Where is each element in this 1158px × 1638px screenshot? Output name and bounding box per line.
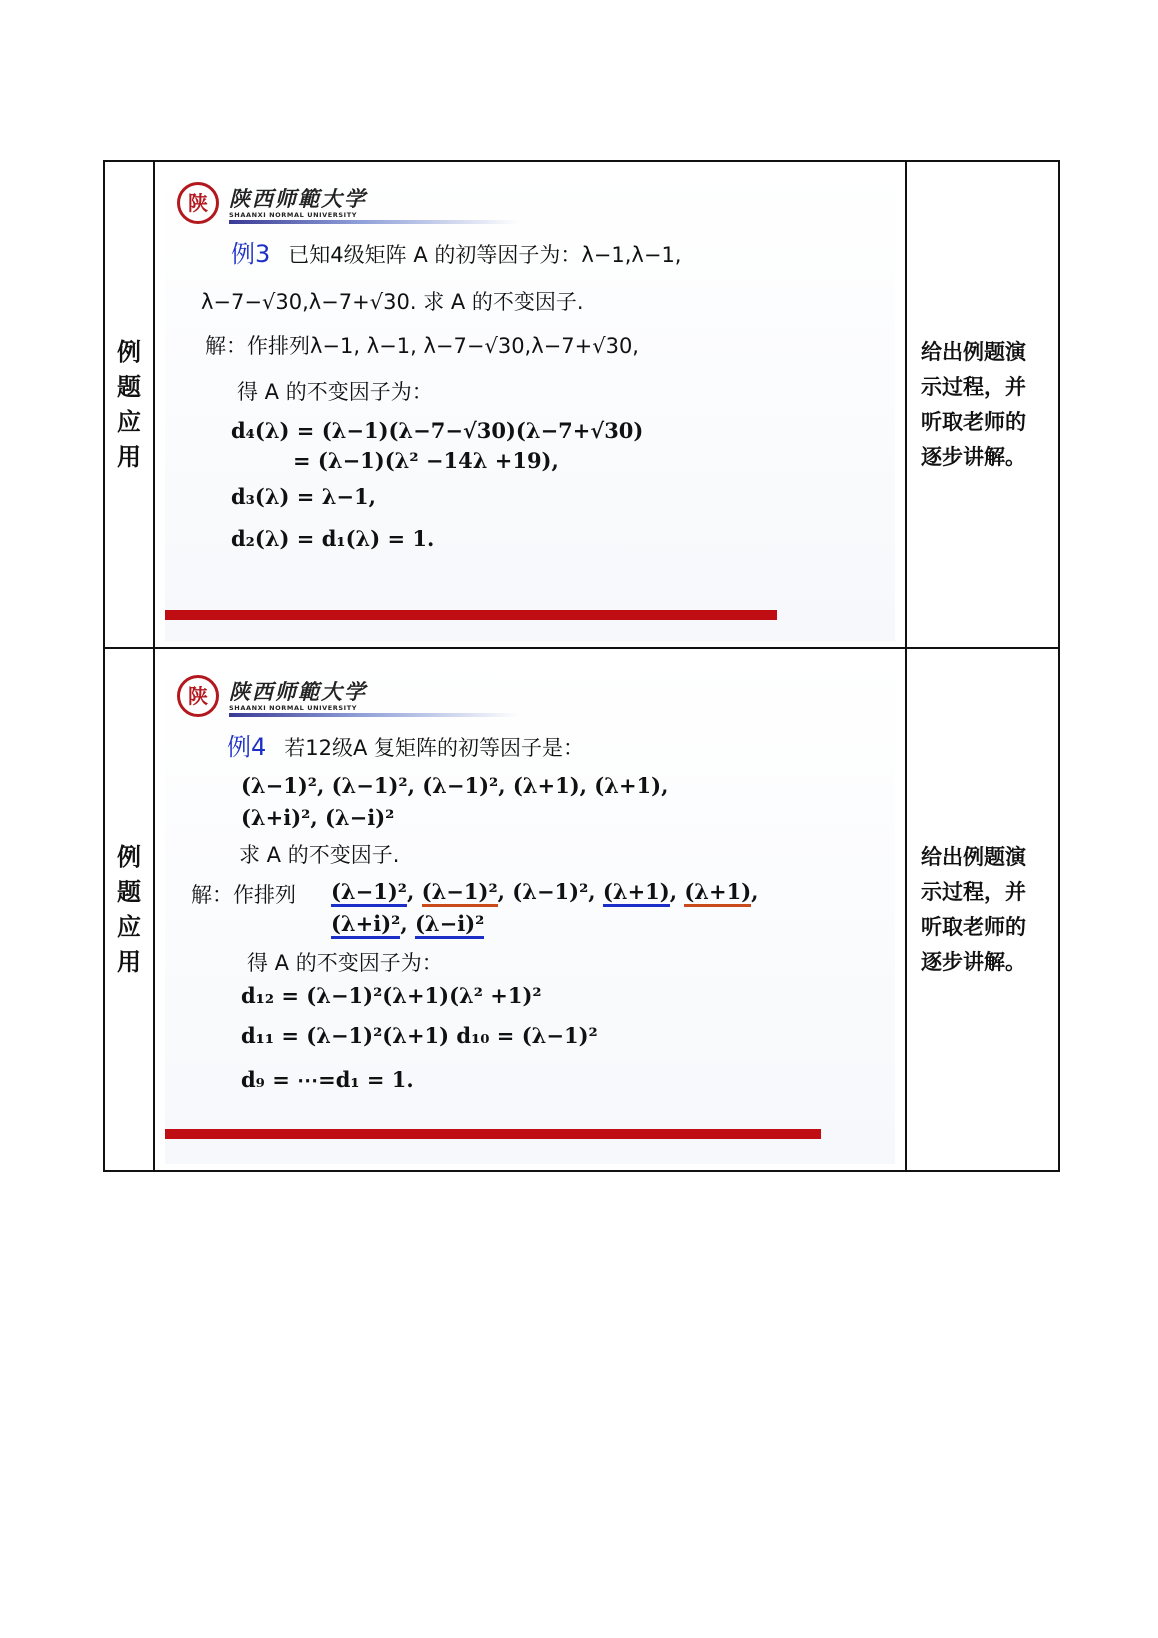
row-label-char: 题 [117, 372, 141, 401]
slide-cell [154, 648, 906, 1171]
row-label-char: 应 [117, 912, 141, 941]
note-line: 示过程，并 [921, 374, 1026, 399]
note-line: 逐步讲解。 [921, 444, 1026, 469]
row-label-cell [104, 648, 154, 1171]
note-line: 逐步讲解。 [921, 949, 1026, 974]
note-cell [906, 161, 1059, 648]
slide-cell [154, 161, 906, 648]
example-label: 例3 [231, 240, 271, 268]
row-label-char: 题 [117, 877, 141, 906]
formula: = (λ−1)(λ² −14λ +19), [293, 448, 559, 473]
problem-text: λ−7−√30,λ−7+√30. 求 A 的不变因子. [201, 290, 584, 314]
formula: d₉ = ⋯=d₁ = 1. [241, 1067, 414, 1092]
formula: d₁₂ = (λ−1)²(λ+1)(λ² +1)² [241, 983, 542, 1008]
slide-footer-bar [165, 1129, 821, 1139]
note-line: 给出例题演 [921, 844, 1026, 869]
note-line: 给出例题演 [921, 339, 1026, 364]
term: (λ−i)² [415, 911, 484, 939]
row-label-char: 例 [117, 842, 141, 871]
row-label-char: 例 [117, 337, 141, 366]
logo-bar [229, 220, 519, 224]
formula: (λ−1)², (λ−1)², (λ−1)², (λ+1), (λ+1), [241, 773, 669, 798]
teaching-note [907, 335, 1058, 475]
note-line: 听取老师的 [921, 409, 1026, 434]
row-label-char: 应 [117, 407, 141, 436]
formula: d₄(λ) = (λ−1)(λ−7−√30)(λ−7+√30) [231, 418, 644, 443]
lesson-table [103, 160, 1060, 1172]
logo-bar [229, 713, 519, 717]
formula: d₃(λ) = λ−1, [231, 484, 376, 509]
formula: d₂(λ) = d₁(λ) = 1. [231, 526, 435, 551]
formula: d₁₁ = (λ−1)²(λ+1) d₁₀ = (λ−1)² [241, 1023, 598, 1048]
logo-subtext: SHAANXI NORMAL UNIVERSITY [229, 704, 358, 712]
solution-text: 解：作排列λ−1, λ−1, λ−7−√30,λ−7+√30, [205, 334, 639, 358]
problem-text: 已知4级矩阵 A 的初等因子为：λ−1,λ−1, [288, 243, 682, 267]
problem-text: 求 A 的不变因子. [239, 843, 400, 867]
term: (λ+i)² [331, 911, 400, 939]
university-logo [177, 180, 477, 228]
note-line: 示过程，并 [921, 879, 1026, 904]
table-row [104, 161, 1059, 648]
row-label-char: 用 [117, 442, 141, 471]
slide-example-3 [155, 162, 905, 647]
term: (λ+1) [684, 879, 751, 907]
table-row [104, 648, 1059, 1171]
term: (λ+1) [603, 879, 670, 907]
note-cell [906, 648, 1059, 1171]
row-label-char: 用 [117, 947, 141, 976]
university-logo [177, 673, 477, 721]
row-label [105, 335, 153, 475]
seal-icon: 陕 [177, 182, 219, 224]
solution-text: 得 A 的不变因子为： [247, 951, 443, 975]
slide-footer-bar [165, 610, 777, 620]
seal-icon: 陕 [177, 675, 219, 717]
logo-text: 陕西师範大学 [229, 679, 367, 704]
logo-subtext: SHAANXI NORMAL UNIVERSITY [229, 211, 358, 219]
term: (λ−1)² [512, 879, 589, 904]
row-label [105, 840, 153, 980]
slide-example-4 [155, 649, 905, 1170]
example-heading [227, 727, 584, 762]
logo-text: 陕西师範大学 [229, 186, 367, 211]
solution-text: 解：作排列 [191, 883, 296, 907]
teaching-note [907, 840, 1058, 980]
note-line: 听取老师的 [921, 914, 1026, 939]
example-label: 例4 [227, 733, 267, 761]
problem-text: 若12级A 复矩阵的初等因子是： [284, 736, 585, 760]
solution-text: 得 A 的不变因子为： [237, 380, 433, 404]
arrangement: (λ+i)², (λ−i)² [331, 911, 484, 936]
term: (λ−1)² [331, 879, 407, 907]
formula: (λ+i)², (λ−i)² [241, 805, 395, 830]
example-heading [231, 234, 681, 269]
row-label-cell [104, 161, 154, 648]
arrangement: (λ−1)², (λ−1)², (λ−1)², (λ+1), (λ+1), [331, 879, 758, 904]
term: (λ−1)² [422, 879, 498, 907]
